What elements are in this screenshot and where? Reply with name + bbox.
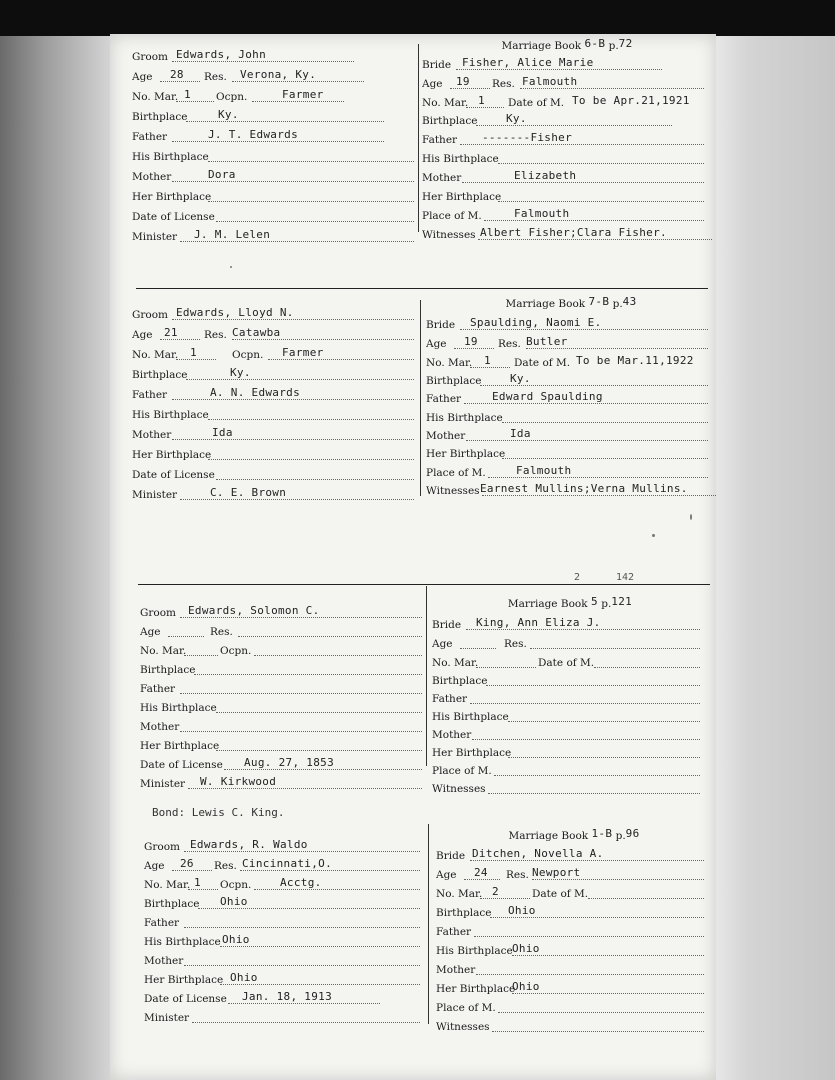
age-res-row: Age 24 Res. Newport (436, 866, 712, 884)
age-res-row: Age 19 Res. Butler (426, 335, 716, 353)
nomar-date-row: No. Mar. 1 Date of M. To be Apr.21,1921 (422, 94, 690, 109)
bride-his-birthplace: Ohio (512, 942, 540, 955)
marriage-book-number: 1-B (591, 827, 613, 840)
groom-row: Groom Edwards, R. Waldo (144, 838, 420, 856)
his-birthplace-row: His Birthplace (132, 148, 414, 166)
groom-name: Edwards, Solomon C. (188, 604, 320, 617)
record-separator (138, 584, 710, 585)
bride-birthplace: Ohio (508, 904, 536, 917)
groom-row: Groom Edwards, Solomon C. (140, 604, 422, 622)
record-card-sheet (110, 34, 716, 1080)
bride-name: Ditchen, Novella A. (472, 847, 604, 860)
bride-age: 19 (456, 75, 470, 88)
father-row: Father Edward Spaulding (426, 390, 716, 408)
her-birthplace-row: Her Birthplace (132, 446, 414, 464)
his-birthplace-row: His Birthplace (426, 409, 716, 427)
groom-ocpn: Farmer (282, 346, 324, 359)
place-of-m-row: Place of M. Falmouth (426, 464, 716, 482)
groom-his-birthplace: Ohio (222, 933, 250, 946)
groom-age: 28 (170, 68, 184, 81)
groom-res: Catawba (232, 326, 281, 339)
bond-note: Bond: Lewis C. King. (152, 806, 285, 819)
groom-birthplace: Ky. (230, 366, 251, 379)
column-divider (420, 300, 421, 496)
groom-her-birthplace: Ohio (230, 971, 258, 984)
groom-mother: Ida (212, 426, 233, 439)
marriage-book-annotation: 2 (574, 572, 581, 583)
record-separator (136, 288, 708, 289)
bride-res: Butler (526, 335, 568, 348)
father-row: Father (432, 690, 708, 708)
column-divider (426, 586, 427, 766)
marriage-book-page: 43 (622, 295, 637, 308)
bride-age: 19 (464, 335, 478, 348)
marriage-book-page: 121 (611, 595, 633, 608)
date-of-license-row: Date of License (132, 208, 414, 226)
bride-date-of-m: To be Mar.11,1922 (576, 354, 694, 367)
groom-father: J. T. Edwards (208, 128, 298, 141)
groom-date-of-license: Aug. 27, 1853 (244, 756, 334, 769)
bride-father: -------Fisher (482, 131, 572, 144)
bride-no-mar: 2 (492, 885, 499, 898)
groom-minister: J. M. Lelen (194, 228, 271, 241)
date-of-license-row: Date of License Aug. 27, 1853 (140, 756, 422, 774)
birthplace-row: Birthplace Ohio (436, 904, 712, 922)
minister-row: Minister C. E. Brown (132, 486, 414, 504)
marriage-book-number: 6-B (584, 37, 606, 50)
birthplace-row: Birthplace Ky. (132, 108, 414, 126)
her-birthplace-row: Her Birthplace (426, 445, 716, 463)
bride-row: Bride Spaulding, Naomi E. (426, 316, 716, 334)
place-of-m-row: Place of M. Falmouth (422, 207, 712, 225)
father-row: Father (436, 923, 712, 941)
bride-name: Fisher, Alice Marie (462, 56, 594, 69)
his-birthplace-row: His Birthplace (140, 699, 422, 717)
bride-birthplace: Ky. (510, 372, 531, 385)
father-row: Father (140, 680, 422, 698)
groom-ocpn: Acctg. (280, 876, 322, 889)
column-divider (418, 44, 419, 232)
age-res-row: Age Res. (432, 635, 708, 653)
bride-mother: Ida (510, 427, 531, 440)
father-row: Father (144, 914, 420, 932)
bride-father: Edward Spaulding (492, 390, 603, 403)
nomar-date-row: No. Mar. Date of M. (432, 654, 708, 672)
witnesses-row: Witnesses (436, 1018, 712, 1036)
mother-row: Mother Ida (132, 426, 414, 444)
bride-age: 24 (474, 866, 488, 879)
mother-row: Mother (432, 726, 708, 744)
age-res-row: Age Res. (140, 623, 422, 641)
groom-row: Groom Edwards, Lloyd N. (132, 306, 414, 324)
bride-res: Falmouth (522, 75, 578, 88)
minister-row: Minister J. M. Lelen (132, 228, 414, 246)
marriage-book-header: Marriage Book 7-B p.43 (505, 295, 637, 310)
birthplace-row: Birthplace Ky. (132, 366, 414, 384)
column-divider (428, 824, 429, 1024)
mother-row: Mother Elizabeth (422, 169, 712, 187)
groom-no-mar: 1 (184, 88, 191, 101)
mother-row: Mother Dora (132, 168, 414, 186)
groom-row: Groom Edwards, John (132, 48, 414, 66)
nomar-ocpn-row: No. Mar. 1 Ocpn. Acctg. (144, 876, 420, 894)
mother-row: Mother Ida (426, 427, 716, 445)
date-of-license-row: Date of License (132, 466, 414, 484)
groom-ocpn: Farmer (282, 88, 324, 101)
groom-mother: Dora (208, 168, 236, 181)
scan-right-edge (712, 0, 835, 1080)
his-birthplace-row: His Birthplace Ohio (144, 933, 420, 951)
age-res-row: Age 19 Res. Falmouth (422, 75, 712, 93)
his-birthplace-row: His Birthplace (432, 708, 708, 726)
witnesses-row: Witnesses Albert Fisher;Clara Fisher. (422, 226, 712, 244)
groom-name: Edwards, John (176, 48, 266, 61)
bride-no-mar: 1 (484, 354, 491, 367)
bride-name: Spaulding, Naomi E. (470, 316, 602, 329)
minister-row: Minister W. Kirkwood (140, 775, 422, 793)
scan-left-edge (0, 0, 112, 1080)
nomar-ocpn-row: No. Mar. 1 Ocpn. Farmer (132, 88, 414, 106)
father-row: Father J. T. Edwards (132, 128, 414, 146)
her-birthplace-row: Her Birthplace (140, 737, 422, 755)
marriage-book-header: Marriage Book 6-B p.72 (501, 37, 633, 52)
marriage-book-number: 7-B (588, 295, 610, 308)
marriage-book-page: 72 (618, 37, 633, 50)
nomar-date-row: No. Mar. 2 Date of M. (436, 885, 712, 903)
birthplace-row: Birthplace (432, 672, 708, 690)
birthplace-row: Birthplace Ky. (422, 112, 712, 130)
her-birthplace-row: Her Birthplace (432, 744, 708, 762)
bride-res: Newport (532, 866, 581, 879)
mother-row: Mother (140, 718, 422, 736)
bride-mother: Elizabeth (514, 169, 577, 182)
marriage-book-header: Marriage Book 1-B p.96 (508, 827, 640, 842)
groom-name: Edwards, Lloyd N. (176, 306, 294, 319)
bride-place-of-m: Falmouth (516, 464, 572, 477)
witnesses-row: Witnesses (432, 780, 708, 798)
bride-no-mar: 1 (478, 94, 485, 107)
her-birthplace-row: Her Birthplace (422, 188, 712, 206)
nomar-ocpn-row: No. Mar. 1 Ocpn. Farmer (132, 346, 414, 364)
father-row: Father -------Fisher (422, 131, 712, 149)
bride-name: King, Ann Eliza J. (476, 616, 601, 629)
marriage-book-header: Marriage Book 5 p.121 (507, 595, 633, 610)
birthplace-row: Birthplace Ky. (426, 372, 716, 390)
scan-speck (230, 266, 232, 268)
nomar-date-row: No. Mar. 1 Date of M. To be Mar.11,1922 (426, 354, 694, 369)
age-res-row: Age 21 Res. Catawba (132, 326, 414, 344)
groom-no-mar: 1 (194, 876, 201, 889)
groom-age: 26 (180, 857, 194, 870)
groom-father: A. N. Edwards (210, 386, 300, 399)
groom-no-mar: 1 (190, 346, 197, 359)
bride-row: Bride King, Ann Eliza J. (432, 616, 708, 634)
age-res-row: Age 28 Res. Verona, Ky. (132, 68, 414, 86)
his-birthplace-row: His Birthplace (422, 150, 712, 168)
birthplace-row: Birthplace Ohio (144, 895, 420, 913)
mother-row: Mother (436, 961, 712, 979)
groom-res: Verona, Ky. (240, 68, 317, 81)
mother-row: Mother (144, 952, 420, 970)
birthplace-row: Birthplace (140, 661, 422, 679)
his-birthplace-row: His Birthplace Ohio (436, 942, 712, 960)
marriage-book-number: 5 (590, 595, 598, 608)
scan-speck (690, 514, 692, 520)
father-row: Father A. N. Edwards (132, 386, 414, 404)
place-of-m-row: Place of M. (436, 999, 712, 1017)
her-birthplace-row: Her Birthplace Ohio (436, 980, 712, 998)
groom-name: Edwards, R. Waldo (190, 838, 308, 851)
groom-birthplace: Ohio (220, 895, 248, 908)
groom-minister: W. Kirkwood (200, 775, 277, 788)
groom-minister: C. E. Brown (210, 486, 287, 499)
bride-place-of-m: Falmouth (514, 207, 570, 220)
bride-birthplace: Ky. (506, 112, 527, 125)
date-of-license-row: Date of License Jan. 18, 1913 (144, 990, 420, 1008)
his-birthplace-row: His Birthplace (132, 406, 414, 424)
age-res-row: Age 26 Res. Cincinnati,O. (144, 857, 420, 875)
place-of-m-row: Place of M. (432, 762, 708, 780)
marriage-book-page: 96 (625, 827, 640, 840)
groom-birthplace: Ky. (218, 108, 239, 121)
groom-res: Cincinnati,O. (242, 857, 332, 870)
her-birthplace-row: Her Birthplace Ohio (144, 971, 420, 989)
groom-age: 21 (164, 326, 178, 339)
bride-her-birthplace: Ohio (512, 980, 540, 993)
bride-row: Bride Ditchen, Novella A. (436, 847, 712, 865)
scan-top-edge (0, 0, 835, 36)
bride-row: Bride Fisher, Alice Marie (422, 56, 712, 74)
groom-date-of-license: Jan. 18, 1913 (242, 990, 332, 1003)
bride-witnesses: Albert Fisher;Clara Fisher. (480, 226, 667, 239)
her-birthplace-row: Her Birthplace (132, 188, 414, 206)
nomar-ocpn-row: No. Mar. Ocpn. (140, 642, 422, 660)
minister-row: Minister (144, 1009, 420, 1027)
bride-date-of-m: To be Apr.21,1921 (572, 94, 690, 107)
bride-witnesses: Earnest Mullins;Verna Mullins. (480, 482, 688, 495)
scan-speck (652, 534, 655, 537)
page-annotation: 142 (616, 572, 635, 583)
witnesses-row: Witnesses Earnest Mullins;Verna Mullins. (426, 482, 716, 500)
